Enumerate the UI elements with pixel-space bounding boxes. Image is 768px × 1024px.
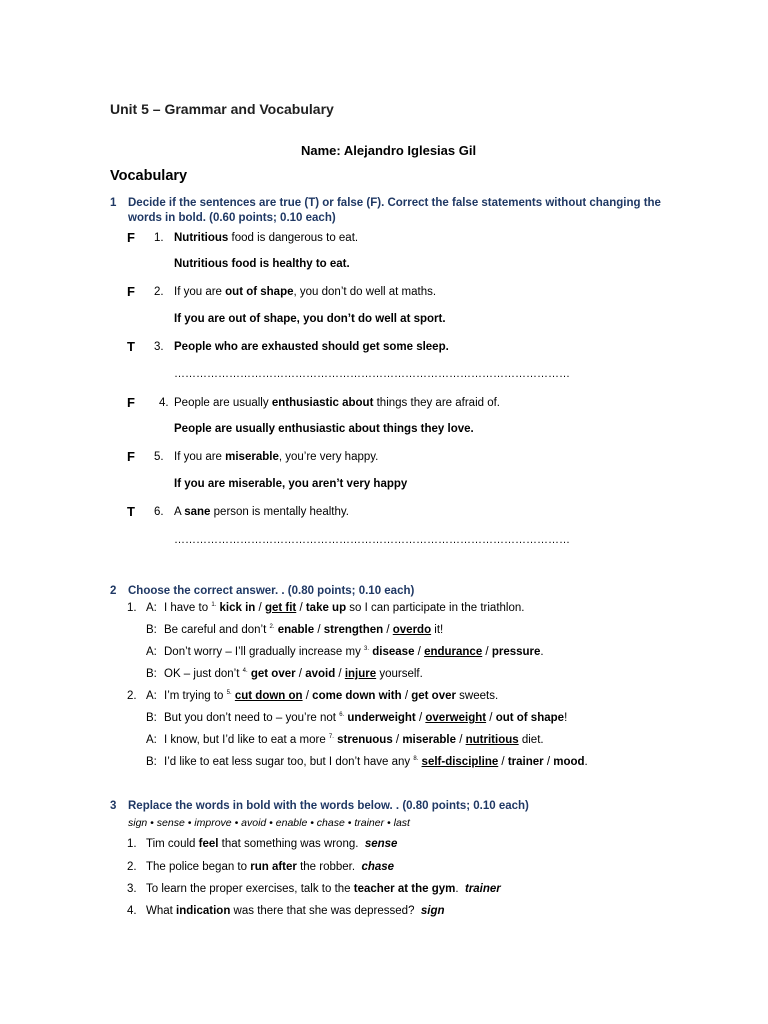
replacement-sentence: To learn the proper exercises, talk to the teacher at the gym. trainer — [146, 883, 501, 895]
item-number: 3. — [127, 883, 137, 895]
dialogue-line: But you don’t need to – you’re not $^{6.}$ underweight / overweight / out of shape! — [164, 712, 568, 724]
speaker-label: A: — [146, 646, 157, 658]
dialogue-number: 2. — [127, 690, 137, 702]
item-number: 1. — [127, 838, 137, 850]
section-2-number: 2 — [110, 585, 117, 597]
item-number: 6. — [154, 506, 164, 518]
item-number: 3. — [154, 341, 164, 353]
dialogue-number: 1. — [127, 602, 137, 614]
section-1-number: 1 — [110, 197, 117, 209]
student-name: Name: Alejandro Iglesias Gil — [301, 143, 477, 158]
replacement-sentence: The police began to run after the robber. chase — [146, 861, 395, 873]
dialogue-line: OK – just don’t $^{4.}$ get over / avoid / injure yourself. — [164, 668, 423, 680]
correction: People are usually enthusiastic about things they love. — [174, 423, 474, 435]
answer-tf: F — [127, 284, 135, 299]
statement: If you are miserable, you’re very happy. — [174, 451, 379, 463]
vocabulary-heading: Vocabulary — [110, 168, 188, 184]
word-bank: sign • sense • improve • avoid • enable • chase • trainer • last — [128, 817, 410, 829]
item-number: 5. — [154, 451, 164, 463]
answer-tf: T — [127, 504, 135, 519]
correction: Nutritious food is healthy to eat. — [174, 258, 350, 270]
speaker-label: A: — [146, 602, 157, 614]
unit-title: Unit 5 – Grammar and Vocabulary — [110, 101, 334, 117]
speaker-label: B: — [146, 756, 157, 768]
answer-blank-line: ……………………………………………………………………………………………… — [174, 368, 570, 380]
statement: A sane person is mentally healthy. — [174, 506, 349, 518]
replacement-sentence: What indication was there that she was depressed? sign — [146, 905, 445, 917]
answer-tf: F — [127, 449, 135, 464]
correction: If you are out of shape, you don’t do well at sport. — [174, 313, 446, 325]
dialogue-line: I’d like to eat less sugar too, but I don’t have any $^{8.}$ self-discipline / trainer / mood. — [164, 756, 588, 768]
dialogue-line: I know, but I’d like to eat a more $^{7.}$ strenuous / miserable / nutritious diet. — [164, 734, 544, 746]
replacement-sentence: Tim could feel that something was wrong. sense — [146, 838, 398, 850]
speaker-label: B: — [146, 712, 157, 724]
section-2-instruction: Choose the correct answer. . (0.80 points; 0.10 each) — [128, 585, 415, 597]
speaker-label: B: — [146, 668, 157, 680]
dialogue-line: I have to $^{1.}$ kick in / get fit / take up so I can participate in the triathlon. — [164, 602, 525, 614]
section-3-number: 3 — [110, 800, 117, 812]
item-number: 4. — [127, 905, 137, 917]
speaker-label: B: — [146, 624, 157, 636]
dialogue-line: I’m trying to $^{5.}$ cut down on / come down with / get over sweets. — [164, 690, 499, 702]
statement: Nutritious food is dangerous to eat. — [174, 232, 359, 244]
answer-tf: T — [127, 339, 135, 354]
dialogue-line: Don’t worry – I’ll gradually increase my $^{3.}$ disease / endurance / pressure. — [164, 646, 544, 658]
section-1-instruction-line2: words in bold. (0.60 points; 0.10 each) — [128, 212, 336, 224]
item-number: 1. — [154, 232, 164, 244]
answer-blank-line: ……………………………………………………………………………………………… — [174, 534, 570, 546]
section-1-instruction-line1: Decide if the sentences are true (T) or false (F). Correct the false statements without changing the — [128, 197, 661, 209]
dialogue-line: Be careful and don’t $^{2.}$ enable / strengthen / overdo it! — [164, 624, 444, 636]
statement: People who are exhausted should get some sleep. — [174, 341, 449, 353]
item-number: 4. — [159, 397, 169, 409]
answer-tf: F — [127, 230, 135, 245]
correction: If you are miserable, you aren’t very happy — [174, 478, 408, 490]
speaker-label: A: — [146, 690, 157, 702]
section-3-instruction: Replace the words in bold with the words below. . (0.80 points; 0.10 each) — [128, 800, 529, 812]
statement: People are usually enthusiastic about things they are afraid of. — [174, 397, 500, 409]
answer-tf: F — [127, 395, 135, 410]
statement: If you are out of shape, you don’t do well at maths. — [174, 286, 437, 298]
item-number: 2. — [154, 286, 164, 298]
item-number: 2. — [127, 861, 137, 873]
speaker-label: A: — [146, 734, 157, 746]
